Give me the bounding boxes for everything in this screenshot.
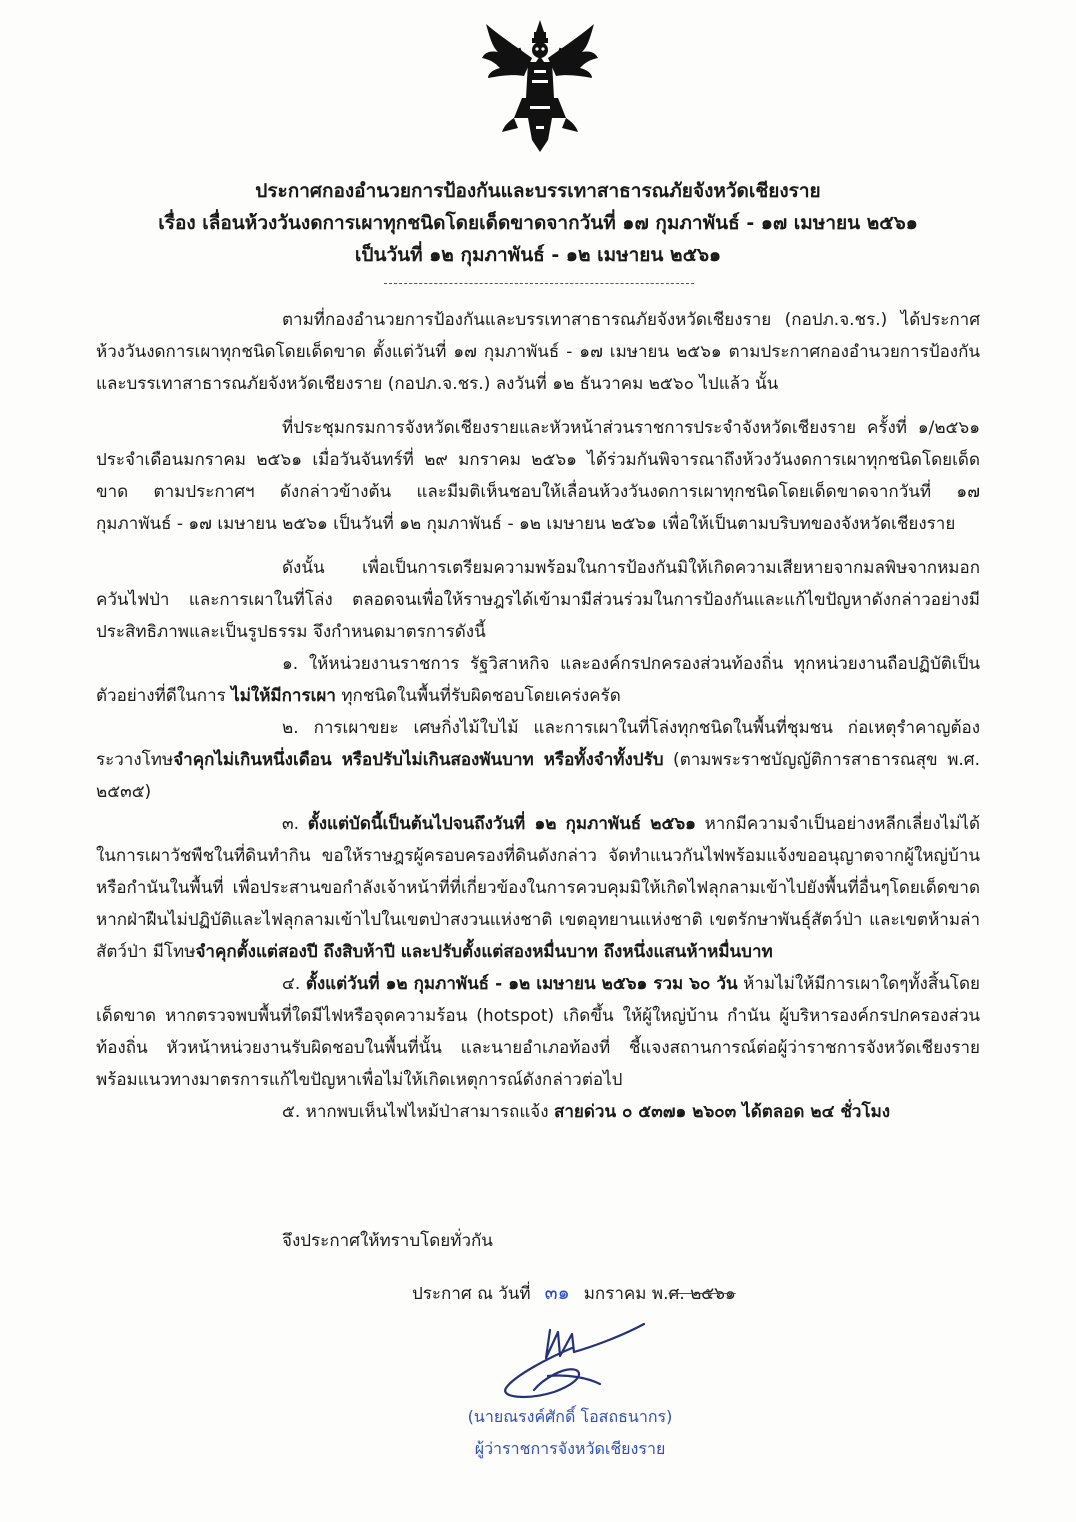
hotline-number: สายด่วน ๐ ๕๓๗๑ ๒๖๐๓ ได้ตลอด ๒๔ ชั่วโมง — [553, 1102, 891, 1122]
measure-item-4-emphasis: ตั้งแต่วันที่ ๑๒ กุมภาพันธ์ - ๑๒ เมษายน ๒๕๖๑ รวม ๖๐ วัน — [305, 974, 738, 994]
measure-item-1: ๑. ให้หน่วยงานราชการ รัฐวิสาหกิจ และองค์กรปกครองส่วนท้องถิ่น ทุกหน่วยงานถือปฏิบัติเป็นตัวอย่างที่ดีในการ ไม่ให้มีการเผา ทุกชนิดในพื้นที่รับผิดชอบโดยเคร่งครัด — [96, 654, 980, 706]
measure-item-3-penalty: จำคุกตั้งแต่สองปี ถึงสิบห้าปี และปรับตั้งแต่สองหมื่นบาท ถึงหนึ่งแสนห้าหมื่นบาท — [195, 942, 773, 962]
announcement-subject: เรื่อง เลื่อนห้วงวันงดการเผาทุกชนิดโดยเด็ดขาดจากวันที่ ๑๗ กุมภาพันธ์ - ๑๗ เมษายน ๒๕๖๑ — [158, 212, 918, 234]
measure-item-1-emphasis: ไม่ให้มีการเผา — [231, 686, 336, 706]
handwritten-signature — [488, 1318, 648, 1408]
issue-year: ศ. ๒๕๖๑ — [668, 1284, 736, 1304]
paragraph-background: ตามที่กองอำนวยการป้องกันและบรรเทาสาธารณภัยจังหวัดเชียงราย (กอปภ.จ.ชร.) ได้ประกาศห้วงวันงดการเผาทุกชนิดโดยเด็ดขาด ตั้งแต่วันที่ ๑๗ กุมภาพันธ์ - ๑๗ เมษายน ๒๕๖๑ ตามประกาศกองอำนวยการป้องกันและบรรเทาสาธารณภัยจังหวัดเชียงราย (กอปภ.จ.ชร.) ลงวันที่ ๑๒ ธันวาคม ๒๕๖๐ ไปแล้ว นั้น — [96, 310, 980, 394]
measure-item-5: ๕. หากพบเห็นไฟไหม้ป่าสามารถแจ้ง สายด่วน ๐ ๕๓๗๑ ๒๖๐๓ ได้ตลอด ๒๔ ชั่วโมง — [282, 1102, 891, 1122]
measure-item-2-emphasis: จำคุกไม่เกินหนึ่งเดือน หรือปรับไม่เกินสองพันบาท หรือทั้งจำทั้งปรับ — [173, 750, 664, 770]
measure-item-3-emphasis: ตั้งแต่บัดนี้เป็นต้นไปจนถึงวันที่ ๑๒ กุมภาพันธ์ ๒๕๖๑ — [307, 814, 696, 834]
announcement-title: ประกาศกองอำนวยการป้องกันและบรรเทาสาธารณภัยจังหวัดเชียงราย — [255, 180, 821, 202]
paragraph-meeting-resolution: ที่ประชุมกรมการจังหวัดเชียงรายและหัวหน้าส่วนราชการประจำจังหวัดเชียงราย ครั้งที่ ๑/๒๕๖๑ ประจำเดือนมกราคม ๒๕๖๑ เมื่อวันจันทร์ที่ ๒๙ มกราคม ๒๕๖๑ ได้ร่วมกันพิจารณาถึงห้วงวันงดการเผาทุกชนิดโดยเด็ดขาด ตามประกาศฯ ดังกล่าวข้างต้น และมีมติเห็นชอบให้เลื่อนห้วงวันงดการเผาทุกชนิดโดยเด็ดขาดจากวันที่ ๑๗ กุมภาพันธ์ - ๑๗ เมษายน ๒๕๖๑ เป็นวันที่ ๑๒ กุมภาพันธ์ - ๑๒ เมษายน ๒๕๖๑ เพื่อให้เป็นตามบริบทของจังหวัดเชียงราย — [96, 418, 980, 534]
signer-title: ผู้ว่าราชการจังหวัดเชียงราย — [474, 1439, 666, 1458]
announcement-subject-continued: เป็นวันที่ ๑๒ กุมภาพันธ์ - ๑๒ เมษายน ๒๕๖๑ — [354, 244, 722, 266]
issue-date-prefix: ประกาศ ณ วันที่ — [412, 1284, 531, 1304]
issue-month: มกราคม พ. — [583, 1284, 669, 1304]
measure-item-2: ๒. การเผาขยะ เศษกิ่งไม้ใบไม้ และการเผาในที่โล่งทุกชนิดในพื้นที่ชุมชน ก่อเหตุรำคาญต้องระวางโทษจำคุกไม่เกินหนึ่งเดือน หรือปรับไม่เกินสองพันบาท หรือทั้งจำทั้งปรับ (ตามพระราชบัญญัติการสาธารณสุข พ.ศ. ๒๕๓๕) — [96, 718, 981, 802]
title-divider — [384, 283, 694, 284]
garuda-emblem-icon — [478, 18, 602, 154]
issue-date — [412, 1278, 736, 1309]
paragraph-measures-intro: ดังนั้น เพื่อเป็นการเตรียมความพร้อมในการป้องกันมิให้เกิดความเสียหายจากมลพิษจากหมอกควันไฟป่า และการเผาในที่โล่ง ตลอดจนเพื่อให้ราษฎรได้เข้ามามีส่วนร่วมในการป้องกันและแก้ไขปัญหาดังกล่าวอย่างมีประสิทธิภาพและเป็นรูปธรรม จึงกำหนดมาตรการดังนี้ — [96, 558, 980, 642]
measure-item-4: ๔. ตั้งแต่วันที่ ๑๒ กุมภาพันธ์ - ๑๒ เมษายน ๒๕๖๑ รวม ๖๐ วัน ห้ามไม่ให้มีการเผาใดๆทั้งสิ้นโดยเด็ดขาด หากตรวจพบพื้นที่ใดมีไฟหรือจุดความร้อน (hotspot) เกิดขึ้น ให้ผู้ใหญ่บ้าน กำนัน ผู้บริหารองค์กรปกครองส่วนท้องถิ่น หัวหน้าหน่วยงานรับผิดชอบในพื้นที่นั้น และนายอำเภอท้องที่ ชี้แจงสถานการณ์ต่อผู้ว่าราชการจังหวัดเชียงราย พร้อมแนวทางมาตรการแก้ไขปัญหาเพื่อไม่ให้เกิดเหตุการณ์ดังกล่าวต่อไป — [96, 974, 980, 1090]
closing-statement: จึงประกาศให้ทราบโดยทั่วกัน — [282, 1231, 493, 1251]
announcement-body — [96, 304, 980, 1128]
handwritten-day: ๓๑ — [544, 1282, 570, 1304]
measure-item-3: ๓. ตั้งแต่บัดนี้เป็นต้นไปจนถึงวันที่ ๑๒ กุมภาพันธ์ ๒๕๖๑ หากมีความจำเป็นอย่างหลีกเลี่ยงไม่ได้ในการเผาวัชพืชในที่ดินทำกิน ขอให้ราษฎรผู้ครอบครองที่ดินดังกล่าว จัดทำแนวกันไฟพร้อมแจ้งขออนุญาตจากผู้ใหญ่บ้านหรือกำนันในพื้นที่ เพื่อประสานขอกำลังเจ้าหน้าที่ที่เกี่ยวข้องในการควบคุมมิให้เกิดไฟลุกลามเข้าไปยังพื้นที่อื่นๆโดยเด็ดขาด หากฝ่าฝืนไม่ปฏิบัติและไฟลุกลามเข้าไปในเขตป่าสงวนแห่งชาติ เขตอุทยานแห่งชาติ เขตรักษาพันธุ์สัตว์ป่า และเขตห้ามล่าสัตว์ป่า มีโทษจำคุกตั้งแต่สองปี ถึงสิบห้าปี และปรับตั้งแต่สองหมื่นบาท ถึงหนึ่งแสนห้าหมื่นบาท — [96, 814, 980, 962]
signer-name: (นายณรงค์ศักดิ์ โอสถธนากร) — [467, 1407, 673, 1426]
